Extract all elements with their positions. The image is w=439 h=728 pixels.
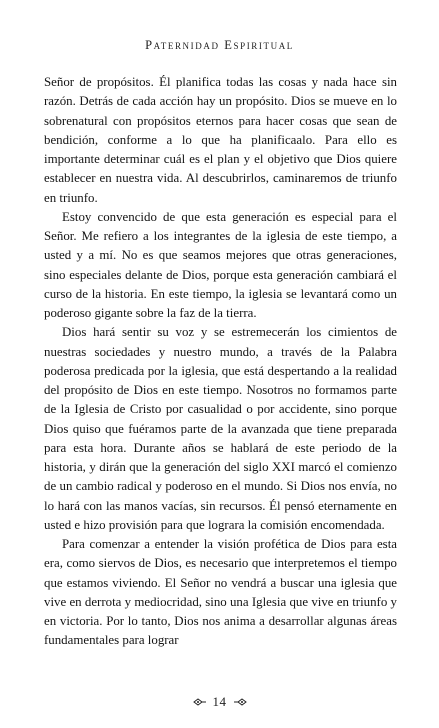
paragraph-1: Señor de propósitos. Él planifica todas las cosas y nada hace sin razón. Detrás de cada acción hay un propósito. Dios se mueve en lo sobrenatural con propósitos eternos para hacer cosas que sean de bendición, conforme a lo que ha planificaalo. Para ello es importante determinar cuál es el plan y el objetivo que Dios quiere establecer en nuestra vida. Al descubrirlos, caminaremos de triunfo en triunfo. xyxy=(44,75,397,205)
right-ornament-icon xyxy=(233,697,247,707)
running-head-title: Paternidad Espiritual xyxy=(145,38,294,52)
page-number: 14 xyxy=(212,694,227,709)
body-text xyxy=(44,73,397,651)
paragraph-2: Estoy convencido de que esta generación es especial para el Señor. Me refiero a los integrantes de la iglesia de este tiempo, a usted y a mí. No es que seamos mejores que otras generaciones, sino especiales delante de Dios, porque esta generación cambiará el curso de la historia. En este tiempo, la iglesia se levantará como un poderoso gigante sobre la faz de la tierra. xyxy=(44,209,397,320)
paragraph-4: Para comenzar a entender la visión profética de Dios para esta era, como siervos de Dios, es necesario que interpretemos el tiempo que estamos viviendo. El Señor no vendrá a buscar una iglesia que vive en derrota y mediocridad, sino una Iglesia que vive en triunfo y en victoria. Por lo tanto, Dios nos anima a desarrollar algunas áreas fundamentales para lograr xyxy=(44,537,397,648)
left-ornament-icon xyxy=(193,697,207,707)
page-footer xyxy=(0,694,439,710)
paragraph-3: Dios hará sentir su voz y se estremecerán los cimientos de nuestras sociedades y nuestro mundo, a través de la Palabra poderosa predicada por la iglesia, que está despertando a la realidad del propósito de Dios en este tiempo. Nosotros no formamos parte de la Iglesia de Cristo por casualidad o por accidente, sino porque Dios quiso que fuéramos parte de la avanzada que tiene preparada para esta hora. Durante años se hablará de este periodo de la historia, y dirán que la generación del siglo XXI marcó el comienzo de un cambio radical y poderoso en el mundo. Si Dios nos envía, no lo hará con las manos vacías, sin recursos. Él pensó eternamente en usted e hizo provisión para que lograra la comisión encomendada. xyxy=(44,325,397,532)
